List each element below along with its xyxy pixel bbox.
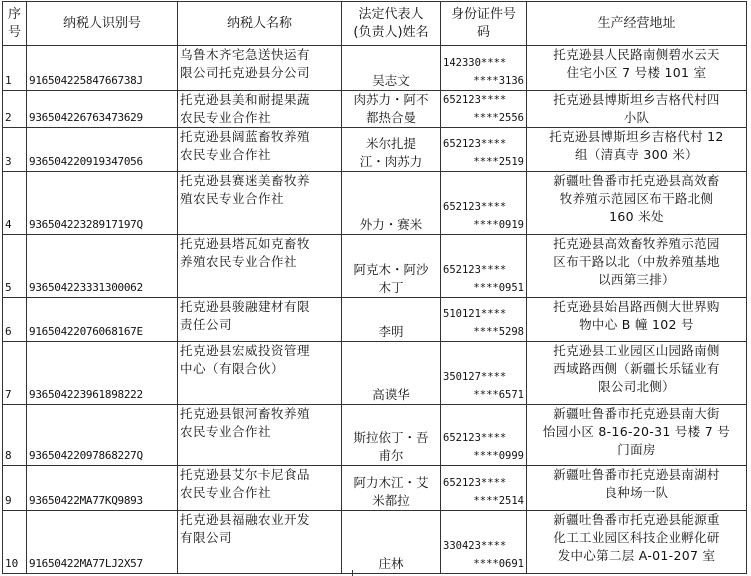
cell-rep-line: 吴志文 [372,73,410,88]
cell-name-line: 托克逊县福融农业开发 [180,512,311,527]
cell-seq: 7 [3,342,27,405]
cell-address [527,172,747,235]
cell-rep [342,235,441,298]
header-seq-line: 号 [7,24,21,40]
cell-name-line: 责任公司 [180,317,233,332]
cell-rep [342,466,441,511]
cell-name-line: 托克逊县赛迷美畜牧养 [180,173,311,188]
cell-id-card-line: ****0919 [473,219,524,231]
taxpayer-table [2,1,747,574]
cell-rep [342,46,441,91]
table-row [3,511,747,574]
cell-rep-line: 庄林 [378,556,404,571]
cell-name-line: 乌鲁木齐宅急送快运有 [180,47,311,62]
table-row [3,46,747,91]
cell-rep-line: 木丁 [378,280,404,295]
cell-address-line: 良种场一队 [604,485,669,500]
cell-name-line: 农民专业合作社 [180,485,272,500]
cell-address-line: 物中心 B 幢 102 号 [579,317,694,332]
table-row [3,405,747,466]
cell-name-line: 农民专业合作社 [180,424,272,439]
cell-id-card-line: 652123**** [443,94,507,106]
cell-rep [342,511,441,574]
header-id-card [441,2,527,46]
cell-seq: 3 [3,128,27,172]
cell-tax-id: 93650422097868227Q [27,405,178,466]
cell-id-card [441,235,527,298]
cell-seq: 4 [3,172,27,235]
cell-address [527,46,747,91]
cell-id-card-line: ****5298 [473,326,524,338]
cell-rep-line: 江・肉苏力 [359,154,423,169]
cell-address-line: 托克逊县人民路南侧碧水云天 [553,47,720,62]
header-rep [342,2,441,46]
table-body [3,46,747,574]
cell-id-card [441,46,527,91]
header-id-card-line: 码 [476,24,490,40]
cell-seq: 1 [3,46,27,91]
cell-id-card [441,466,527,511]
cell-id-card [441,172,527,235]
cell-tax-id: 93650422676347362​9 [27,91,178,128]
cell-address-line: 牧养殖示范园区布干路北侧 [559,191,714,206]
cell-seq: 9 [3,466,27,511]
cell-tax-id: 936504220919347056 [27,128,178,172]
cell-address-line: 限公司北侧） [598,379,675,394]
cell-name-line: 托克逊县骏融建材有限 [180,299,311,314]
cell-address-line: 新疆吐鲁番市托克逊县南大街 [553,406,720,421]
cell-name-line: 托克逊县银河畜牧养殖 [180,406,311,421]
cell-address-line: 门面房 [617,442,656,457]
header-address: 生产经营地址 [527,2,747,46]
cell-name-line: 殖农民专业合作社 [180,191,285,206]
cell-tax-id: 93650422328917197Q [27,172,178,235]
cell-address-line: 新疆吐鲁番市托克逊县南湖村 [553,467,720,482]
table-row [3,172,747,235]
cell-id-card-line: ****2519 [473,156,524,168]
cell-rep-line: 阿力木江・艾 [353,475,429,490]
cell-name-line: 限公司托克逊县分公司 [180,65,311,80]
cell-name-line: 农民专业合作社 [180,147,272,162]
table-row [3,342,747,405]
cell-rep-line: 都热合曼 [365,110,416,125]
cell-id-card-line: 652123**** [443,477,507,489]
cell-name [178,172,342,235]
cell-name-line: 中心（有限合伙） [180,361,285,376]
cell-id-card-line: ****0691 [473,558,524,570]
cell-name-line: 托克逊县艾尔卡尼食品 [180,467,311,482]
cell-id-card [441,405,527,466]
cell-address-line: 托克逊县高效畜牧养殖示范园 [553,236,720,251]
cell-address-line: 区布干路以北（中敖养殖基地 [553,254,720,269]
cell-rep [342,405,441,466]
cell-id-card-line: 330423**** [443,540,507,552]
cell-name-line: 农民专业合作社 [180,110,272,125]
cell-address [527,405,747,466]
header-seq-line: 序 [7,6,21,22]
cell-address-line: 托克逊县博斯坦乡吉格代村四 [553,92,720,107]
cell-tax-id: 91650422MA77LJ2X57 [27,511,178,574]
cell-id-card [441,128,527,172]
cell-address-line: 怡园小区 8-16-20-31 号楼 7 号 [542,424,731,439]
cell-address [527,128,747,172]
page-divider-tick [352,570,353,576]
cell-id-card-line: 652123**** [443,138,507,150]
cell-name [178,46,342,91]
cell-address-line: 托克逊县始昌路西侧大世界购 [553,299,720,314]
cell-address-line: 托克逊县工业园区山园路南侧 [553,343,720,358]
cell-id-card [441,342,527,405]
cell-rep-line: 肉苏力・阿不 [353,92,429,107]
cell-rep-line: 阿克木・阿沙 [353,262,429,277]
cell-rep-line: 米尔扎提 [365,136,416,151]
cell-tax-id: 93650422396189822​2 [27,342,178,405]
cell-name [178,128,342,172]
cell-tax-id: 91650422076068167E [27,298,178,342]
cell-address [527,298,747,342]
header-id-card-line: 身份证件号 [450,6,516,22]
cell-id-card-line: 652123**** [443,264,507,276]
table-row [3,298,747,342]
cell-address-line: 新疆吐鲁番市托克逊县高效畜 [553,173,720,188]
table-row [3,466,747,511]
header-name: 纳税人名称 [178,2,342,46]
cell-address-line: 以西第三排） [598,272,675,287]
header-seq [3,2,27,46]
cell-id-card-line: ****2514 [473,495,524,507]
cell-address-line: 西域路西侧（新疆长乐锰业有 [553,361,720,376]
cell-rep-line: 李明 [378,324,404,339]
cell-seq: 2 [3,91,27,128]
cell-name-line: 养殖农民专业合作社 [180,254,298,269]
cell-id-card [441,91,527,128]
cell-name-line: 托克逊县美和耐提果蔬 [180,92,311,107]
header-rep-line: 法定代表人 [358,6,424,22]
cell-tax-id: 936504223331300062 [27,235,178,298]
cell-address-line: 托克逊县博斯坦乡吉格代村 12 [549,129,724,144]
cell-rep-line: 斯拉依丁・吾 [353,430,429,445]
cell-id-card-line: ****0951 [473,282,524,294]
cell-name [178,235,342,298]
cell-name-line: 托克逊县阔蓝畜牧养殖 [180,129,311,144]
cell-id-card-line: ****3136 [473,75,524,87]
cell-name [178,405,342,466]
cell-rep [342,128,441,172]
cell-rep [342,298,441,342]
cell-address [527,91,747,128]
cell-address-line: 160 米处 [609,209,664,224]
cell-address-line: 住宅小区 7 号楼 101 室 [566,65,707,80]
cell-name [178,342,342,405]
cell-address-line: 化工工业园区科技企业孵化研 [553,530,720,545]
cell-address [527,235,747,298]
cell-id-card-line: 142330**** [443,57,507,69]
cell-seq: 5 [3,235,27,298]
table-row [3,235,747,298]
cell-address [527,466,747,511]
cell-rep [342,342,441,405]
cell-rep-line: 甫尔 [378,448,404,463]
cell-address [527,511,747,574]
cell-name-line: 托克逊县宏威投资管理 [180,343,311,358]
cell-address-line: 新疆吐鲁番市托克逊县能源重 [553,512,720,527]
cell-name-line: 托克逊县塔瓦如克畜牧 [180,236,311,251]
cell-id-card-line: ****0999 [473,450,524,462]
cell-id-card-line: 350127**** [443,371,507,383]
cell-name [178,511,342,574]
cell-id-card-line: 510121**** [443,308,507,320]
cell-seq: 8 [3,405,27,466]
cell-name-line: 有限公司 [180,530,233,545]
cell-rep [342,172,441,235]
cell-address-line: 小队 [623,110,650,125]
cell-address-line: 发中心第二层 A-01-207 室 [557,548,716,563]
table-row [3,91,747,128]
cell-rep-line: 高谟华 [372,387,410,402]
cell-name [178,298,342,342]
cell-tax-id: 93650422MA77KQ9893 [27,466,178,511]
cell-id-card-line: ****2556 [473,112,524,124]
header-row [3,2,747,46]
header-rep-line: (负责人)姓名 [353,24,429,40]
cell-rep-line: 米都拉 [372,493,410,508]
cell-id-card [441,298,527,342]
cell-id-card-line: ****6571 [473,389,524,401]
cell-address [527,342,747,405]
cell-id-card-line: 652123**** [443,201,507,213]
cell-name [178,91,342,128]
cell-seq: 6 [3,298,27,342]
cell-seq: 10 [3,511,27,574]
cell-tax-id: 91650422584766738J [27,46,178,91]
cell-rep-line: 外力・赛米 [359,217,423,232]
cell-rep [342,91,441,128]
cell-name [178,466,342,511]
cell-address-line: 组（清真寺 300 米） [575,147,698,162]
cell-id-card-line: 652123**** [443,432,507,444]
header-tax-id: 纳税人识别号 [27,2,178,46]
table-row [3,128,747,172]
cell-id-card [441,511,527,574]
